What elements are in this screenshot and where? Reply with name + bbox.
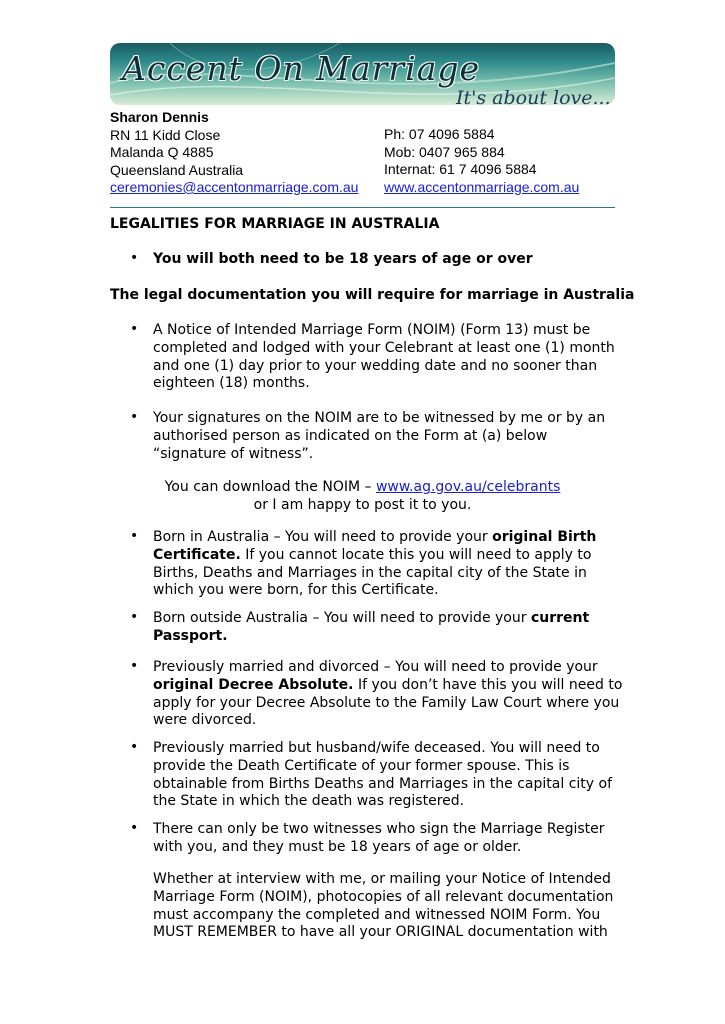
witnesses-rule: There can only be two witnesses who sign the Marriage Register with you, and they must be 18 years of age or older. [153, 821, 605, 855]
download-suffix: or I am happy to post it to you. [253, 496, 472, 513]
header-divider [110, 207, 615, 208]
noim-download-link[interactable]: www.ag.gov.au/celebrants [375, 479, 561, 495]
download-prefix: You can download the NOIM – [164, 479, 376, 495]
banner-tagline: It's about love... [456, 87, 611, 109]
contact-left [110, 109, 358, 197]
born-in-text-a: Born in Australia – You will need to provide your [153, 529, 493, 545]
bullet-icon: • [130, 658, 139, 674]
spouse-deceased: Previously married but husband/wife deceased. You will need to provide the Death Certificate of your former spouse. This is obtainable from Births Deaths and Marriages in the capital city of the State in which the death was registered. [153, 740, 612, 810]
contact-right [384, 126, 579, 196]
international-number: Internat: 61 7 4096 5884 [384, 161, 537, 177]
divorced-text-b: If you don’t have this you will need to apply for your Decree Absolute to the Family Law Court where you were divorced. [153, 676, 623, 729]
documentation-heading: The legal documentation you will require for marriage in Australia [110, 287, 635, 303]
interview-paragraph: Whether at interview with me, or mailing your Notice of Intended Marriage Form (NOIM), photocopies of all relevant documentation must accompany the completed and witnessed NOIM Form. You MUST REMEMBER to have all your ORIGINAL documentation with [153, 871, 614, 941]
born-out-text: Born outside Australia – You will need to provide your [153, 610, 531, 626]
page-title: LEGALITIES FOR MARRIAGE IN AUSTRALIA [110, 216, 440, 232]
bullet-icon: • [130, 609, 139, 625]
bullet-icon: • [130, 739, 139, 755]
address-line-1: RN 11 Kidd Close [110, 126, 221, 143]
mobile-number: Mob: 0407 965 884 [384, 143, 505, 160]
bullet-icon: • [130, 528, 139, 544]
address-line-2: Malanda Q 4885 [110, 144, 214, 160]
age-requirement: You will both need to be 18 years of age or over [153, 251, 533, 267]
bullet-icon: • [130, 409, 139, 425]
noim-requirement: A Notice of Intended Marriage Form (NOIM) (Form 13) must be completed and lodged with your Celebrant at least one (1) month and one (1) day prior to your wedding date and no sooner than eighteen (18) months. [153, 322, 615, 392]
born-in-bold: original Birth Certificate. [153, 529, 597, 563]
divorced-text-a: Previously married and divorced – You will need to provide your [153, 659, 598, 675]
born-in-text-b: If you cannot locate this you will need to apply to Births, Deaths and Marriages in the capital city of the State in which you were born, for this Certificate. [153, 546, 592, 599]
bullet-icon: • [130, 820, 139, 836]
contact-name: Sharon Dennis [110, 109, 209, 125]
divorced-bold: original Decree Absolute. [153, 676, 354, 693]
born-in-australia [153, 529, 623, 600]
born-outside-australia [153, 610, 623, 646]
bullet-icon: • [130, 321, 139, 337]
born-out-bold: current Passport. [153, 610, 590, 644]
bullet-icon: • [130, 250, 139, 266]
email-link[interactable]: ceremonies@accentonmarriage.com.au [110, 179, 359, 195]
banner-logo-text: Accent On Marriage [122, 49, 481, 88]
address-line-3: Queensland Australia [110, 161, 244, 178]
signatures-requirement: Your signatures on the NOIM are to be witnessed by me or by an authorised person as indicated on the Form at (a) below “signature of witness”. [153, 410, 606, 462]
previously-divorced [153, 659, 623, 730]
website-link[interactable]: www.accentonmarriage.com.au [384, 178, 580, 195]
phone-number: Ph: 07 4096 5884 [384, 126, 495, 142]
download-line [110, 479, 615, 515]
